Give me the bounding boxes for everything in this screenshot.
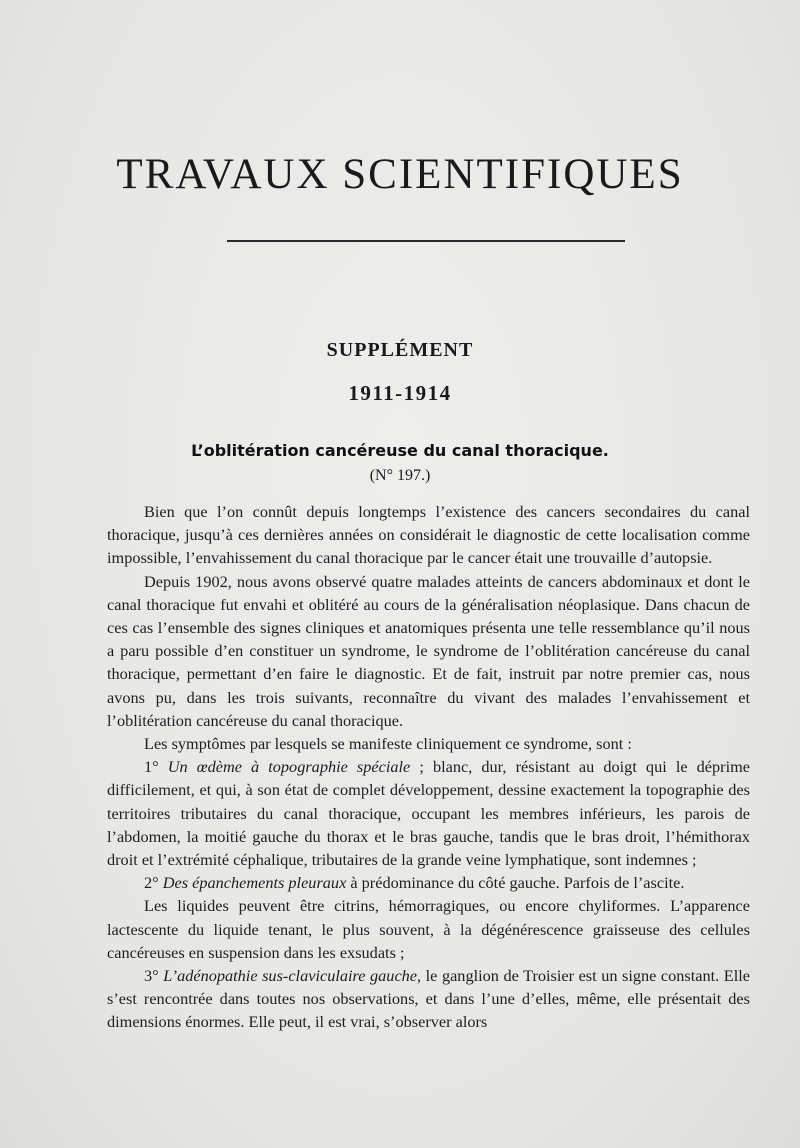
article-title: L’oblitération cancéreuse du canal thoracique. bbox=[191, 441, 609, 460]
symptom-3-title: L’adénopathie sus-claviculaire gauche bbox=[163, 966, 418, 986]
article-body bbox=[107, 500, 750, 1034]
paragraph-2: Depuis 1902, nous avons observé quatre malades atteints de cancers abdominaux et dont le canal thoracique fut envahi et oblitéré au cours de la généralisation néoplasique. Dans chacun de ces cas l’ensemble des signes cliniques et anatomiques présenta une telle ressemblance qu’il nous a paru possible d’en constituer un syndrome, le syndrome de l’oblitération cancéreuse du canal thoracique, permettant d’en faire le diagnostic. Et de fait, instruit par notre premier cas, nous avons pu, dans les trois suivants, reconnaître du vivant des malades l’envahissement et l’oblitération cancéreuse du canal thoracique. bbox=[107, 571, 750, 730]
symptom-2-text: à prédominance du côté gauche. Parfois de l’ascite. bbox=[346, 873, 685, 893]
paragraph-4 bbox=[107, 755, 750, 871]
paragraph-6: Les liquides peuvent être citrins, hémorragiques, ou encore chyliformes. L’apparence lactescente du liquide tenant, le plus souvent, à la dégénérescence graisseuse des cellules cancéreuses en suspension dans les exsudats ; bbox=[107, 896, 750, 962]
paragraph-3: Les symptômes par lesquels se manifeste cliniquement ce syndrome, sont : bbox=[144, 734, 632, 754]
list-number-1: 1° bbox=[144, 757, 159, 777]
list-number-2: 2° bbox=[144, 873, 159, 893]
paragraph-7 bbox=[107, 964, 750, 1034]
symptom-3-text: , le ganglion de Troisier est un signe constant. Elle s’est rencontrée dans toutes nos observations, et dans l’une d’elles, même, elle présentait des dimensions énormes. Elle peut, il est vrai, s’observer alors bbox=[107, 966, 751, 1032]
symptom-2-title: Des épanchements pleuraux bbox=[162, 873, 347, 893]
symptom-1-text: ; blanc, dur, résistant au doigt qui le déprime difficilement, et qui, à son état de complet développement, dessine exactement la topographie des territoires tributaires du canal thoracique, occupant les membres inférieurs, les parois de l’abdomen, la moitié gauche du thorax et le bras gauche, tandis que le bras droit, l’hémithorax droit et l’extrémité céphalique, tributaires de la grande veine lymphatique, sont indemnes ; bbox=[107, 757, 750, 870]
list-number-3: 3° bbox=[144, 966, 159, 986]
supplement-heading: SUPPLÉMENT bbox=[326, 339, 474, 361]
title-divider bbox=[227, 240, 625, 242]
paragraph-5 bbox=[107, 871, 750, 894]
article-number: (N° 197.) bbox=[369, 467, 431, 484]
main-title: TRAVAUX SCIENTIFIQUES bbox=[116, 151, 684, 198]
paragraph-1: Bien que l’on connût depuis longtemps l’existence des cancers secondaires du canal thoracique, jusqu’à ces dernières années on considérait le diagnostic de cette localisation comme impossible, l’envahissement du canal thoracique par le cancer était une trouvaille d’autopsie. bbox=[107, 502, 750, 568]
years-heading: 1911-1914 bbox=[348, 381, 452, 405]
symptom-1-title: Un œdème à topographie spéciale bbox=[167, 757, 411, 777]
